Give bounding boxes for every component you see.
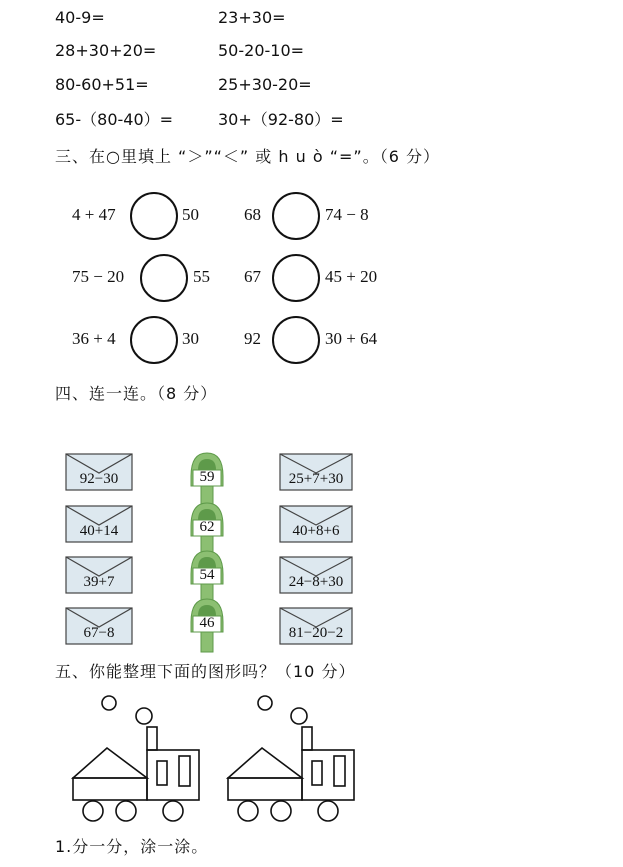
envelope-left[interactable] xyxy=(65,556,133,594)
mailbox[interactable] xyxy=(189,596,225,656)
arith-item: 25+30-20= xyxy=(218,75,312,94)
envelope-label: 40+8+6 xyxy=(292,523,340,539)
arith-item: 30+（92-80）= xyxy=(218,110,344,129)
envelope-label: 40+14 xyxy=(79,523,119,539)
mailbox-number: 46 xyxy=(199,615,215,631)
compare-right-expr: 30 + 64 xyxy=(325,329,378,348)
envelope-left[interactable] xyxy=(65,505,133,543)
arith-item: 23+30= xyxy=(218,8,286,27)
arith-item: 28+30+20= xyxy=(55,41,157,60)
compare-right-expr: 50 xyxy=(182,205,199,224)
compare-left-expr: 36 + 4 xyxy=(72,329,116,348)
envelope-label: 24−8+30 xyxy=(288,574,344,590)
compare-blank-circle[interactable] xyxy=(130,316,178,364)
envelope-label: 81−20−2 xyxy=(288,625,344,641)
envelope-right[interactable] xyxy=(279,607,353,645)
envelope-left[interactable] xyxy=(65,453,133,491)
compare-blank-circle[interactable] xyxy=(272,192,320,240)
mailbox-number: 59 xyxy=(199,469,215,485)
compare-left-expr: 92 xyxy=(244,329,261,348)
compare-left-expr: 67 xyxy=(244,267,261,286)
compare-blank-circle[interactable] xyxy=(140,254,188,302)
compare-left-expr: 68 xyxy=(244,205,261,224)
envelope-label: 92−30 xyxy=(79,471,119,487)
compare-blank-circle[interactable] xyxy=(130,192,178,240)
envelope-label: 39+7 xyxy=(83,574,115,590)
section5-subtitle: 1.分一分，涂一涂。 xyxy=(55,837,209,856)
envelope-left[interactable] xyxy=(65,607,133,645)
envelope-right[interactable] xyxy=(279,505,353,543)
arith-item: 65-（80-40）= xyxy=(55,110,174,129)
section3-title: 三、在○里填上 “＞”“＜” 或 h u ò “=”。（6 分） xyxy=(55,147,440,166)
arith-item: 80-60+51= xyxy=(55,75,149,94)
train-figure-left xyxy=(68,690,208,824)
arith-item: 50-20-10= xyxy=(218,41,305,60)
envelope-right[interactable] xyxy=(279,453,353,491)
compare-left-expr: 75 − 20 xyxy=(72,267,125,286)
mailbox-number: 62 xyxy=(199,519,215,535)
compare-left-expr: 4 + 47 xyxy=(72,205,116,224)
compare-right-expr: 30 xyxy=(182,329,199,348)
compare-right-expr: 45 + 20 xyxy=(325,267,378,286)
envelope-label: 25+7+30 xyxy=(288,471,344,487)
envelope-right[interactable] xyxy=(279,556,353,594)
arith-item: 40-9= xyxy=(55,8,105,27)
section5-title: 五、你能整理下面的图形吗？（10 分） xyxy=(55,662,356,681)
compare-blank-circle[interactable] xyxy=(272,254,320,302)
train-figure-right xyxy=(223,690,363,824)
compare-right-expr: 74 − 8 xyxy=(325,205,369,224)
compare-right-expr: 55 xyxy=(193,267,210,286)
compare-blank-circle[interactable] xyxy=(272,316,320,364)
section4-title: 四、连一连。（8 分） xyxy=(55,384,218,403)
envelope-label: 67−8 xyxy=(83,625,115,641)
mailbox-number: 54 xyxy=(199,567,215,583)
